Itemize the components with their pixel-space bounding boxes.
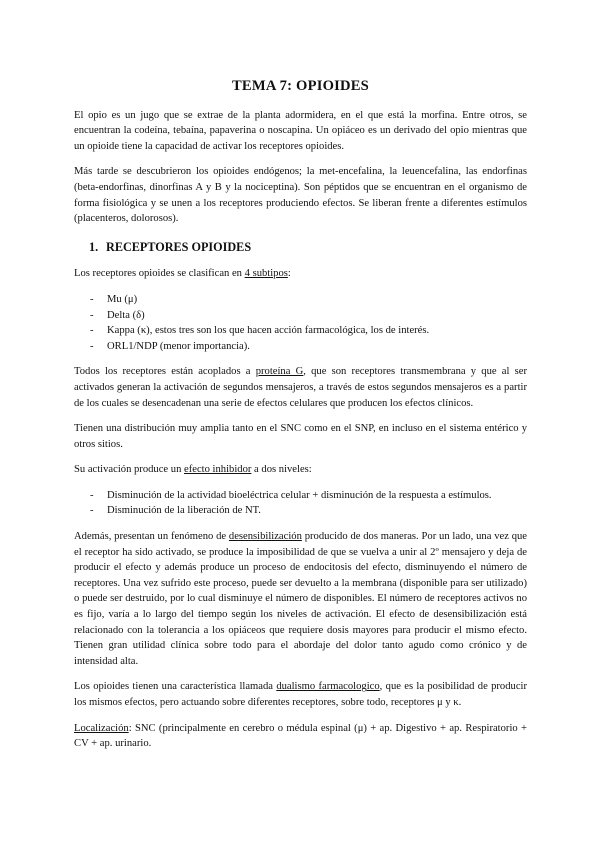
section-number: 1.: [89, 239, 99, 254]
list-item: - Mu (μ): [90, 292, 527, 308]
text-span: , que son receptores transmembrana y que al ser activados generan la activación de segundos mensajeros, a través de estos segundos mensajeros es a partir de los cuales se desencadenan una serie de efectos celulares que producen los efectos clínicos.: [74, 366, 528, 409]
intro-paragraph-endogenos: Más tarde se descubrieron los opioides endógenos; la met-encefalina, la leuencefalina, las endorfinas (beta-endorfinas, dinorfinas A y B y la nociceptina). Son péptidos que se encuentran en el organismo de forma fisiológica y se unen a los receptores produciendo efectos. Se liberan frente a diferentes estímulos (placenteros, dolorosos).: [74, 166, 527, 225]
desensitization-paragraph: [74, 529, 527, 669]
text-span: producido de dos maneras. Por un lado, una vez que el receptor ha sido activado, se produce la imposibilidad de que se vuelva a unir al 2º mensajero y deja de producir el efecto y además produce un proceso de endocitosis del efecto, disminuyendo el número de receptores. Una vez sufrido este proceso, puede ser devuelto a la membrana (disponible para ser utilizado) o puede ser destruido, por lo cual disminuye el número de disponibles. El número de receptores activos no es fijo, varía a lo largo del tiempo según los niveles de activación. El efecto de desensibilización está relacionado con la tolerancia a los opiáceos que requiere dosis mayores para producir el mismo efecto. Tienen gran utilidad clínica sobre todo para el abordaje del dolor tanto agudo como crónico y de intensidad alta.: [74, 531, 527, 667]
subtypes-list: [74, 292, 527, 354]
underlined-term-subtipos: 4 subtipos: [244, 268, 288, 280]
proteina-g-paragraph: [74, 364, 527, 411]
section-heading-receptores: [89, 240, 527, 256]
underlined-label-localizacion: Localización: [74, 722, 129, 734]
section-title: RECEPTORES OPIOIDES: [106, 239, 252, 254]
text-span: Los receptores opioides se clasifican en: [74, 268, 245, 280]
text-span: : SNC (principalmente en cerebro o médula espinal (μ) + ap. Digestivo + ap. Respiratorio + CV + ap. urinario.: [74, 722, 527, 750]
list-item: - Disminución de la actividad bioeléctrica celular + disminución de la respuesta a estímulos.: [90, 488, 527, 504]
text-span: a dos niveles:: [251, 464, 312, 476]
classification-paragraph: [74, 266, 527, 282]
underlined-term-proteina-g: proteína G: [255, 366, 304, 378]
text-span: , que es la posibilidad de producir los mismos efectos, pero actuando sobre diferentes receptores, sobre todo, receptores μ y κ.: [74, 681, 527, 708]
page-title: TEMA 7: OPIOIDES: [232, 78, 369, 94]
underlined-term-dualismo: dualismo farmacologico: [276, 681, 380, 693]
activation-paragraph: [74, 462, 527, 478]
text-span: Los opioides tienen una característica llamada: [74, 681, 277, 693]
underlined-term-efecto-inhibidor: efecto inhibidor: [184, 464, 252, 476]
list-item: - Delta (δ): [90, 308, 527, 324]
underlined-term-desensibilizacion: desensibilización: [228, 531, 302, 543]
dualism-paragraph: [74, 679, 527, 710]
text-span: Su activación produce un: [74, 464, 185, 476]
text-span: Además, presentan un fenómeno de: [74, 531, 229, 543]
list-item: - Kappa (κ), estos tres son los que hacen acción farmacológica, los de interés.: [90, 323, 527, 339]
localization-paragraph: [74, 721, 527, 752]
list-item: - ORL1/NDP (menor importancia).: [90, 339, 527, 355]
distribution-paragraph: Tienen una distribución muy amplia tanto en el SNC como en el SNP, en incluso en el sistema entérico y otros sitios.: [74, 423, 527, 450]
levels-list: [74, 488, 527, 519]
intro-paragraph-opio: El opio es un jugo que se extrae de la planta adormidera, en el que está la morfina. Entre otros, se encuentran la codeína, tebaína, papaverina o noscapina. Un opiáceo es un derivado del opio mientras que un opioide tiene la capacidad de activar los receptores opioides.: [74, 109, 527, 152]
text-span: :: [287, 268, 291, 280]
text-span: Todos los receptores están acoplados a: [74, 366, 256, 378]
list-item: - Disminución de la liberación de NT.: [90, 503, 527, 519]
